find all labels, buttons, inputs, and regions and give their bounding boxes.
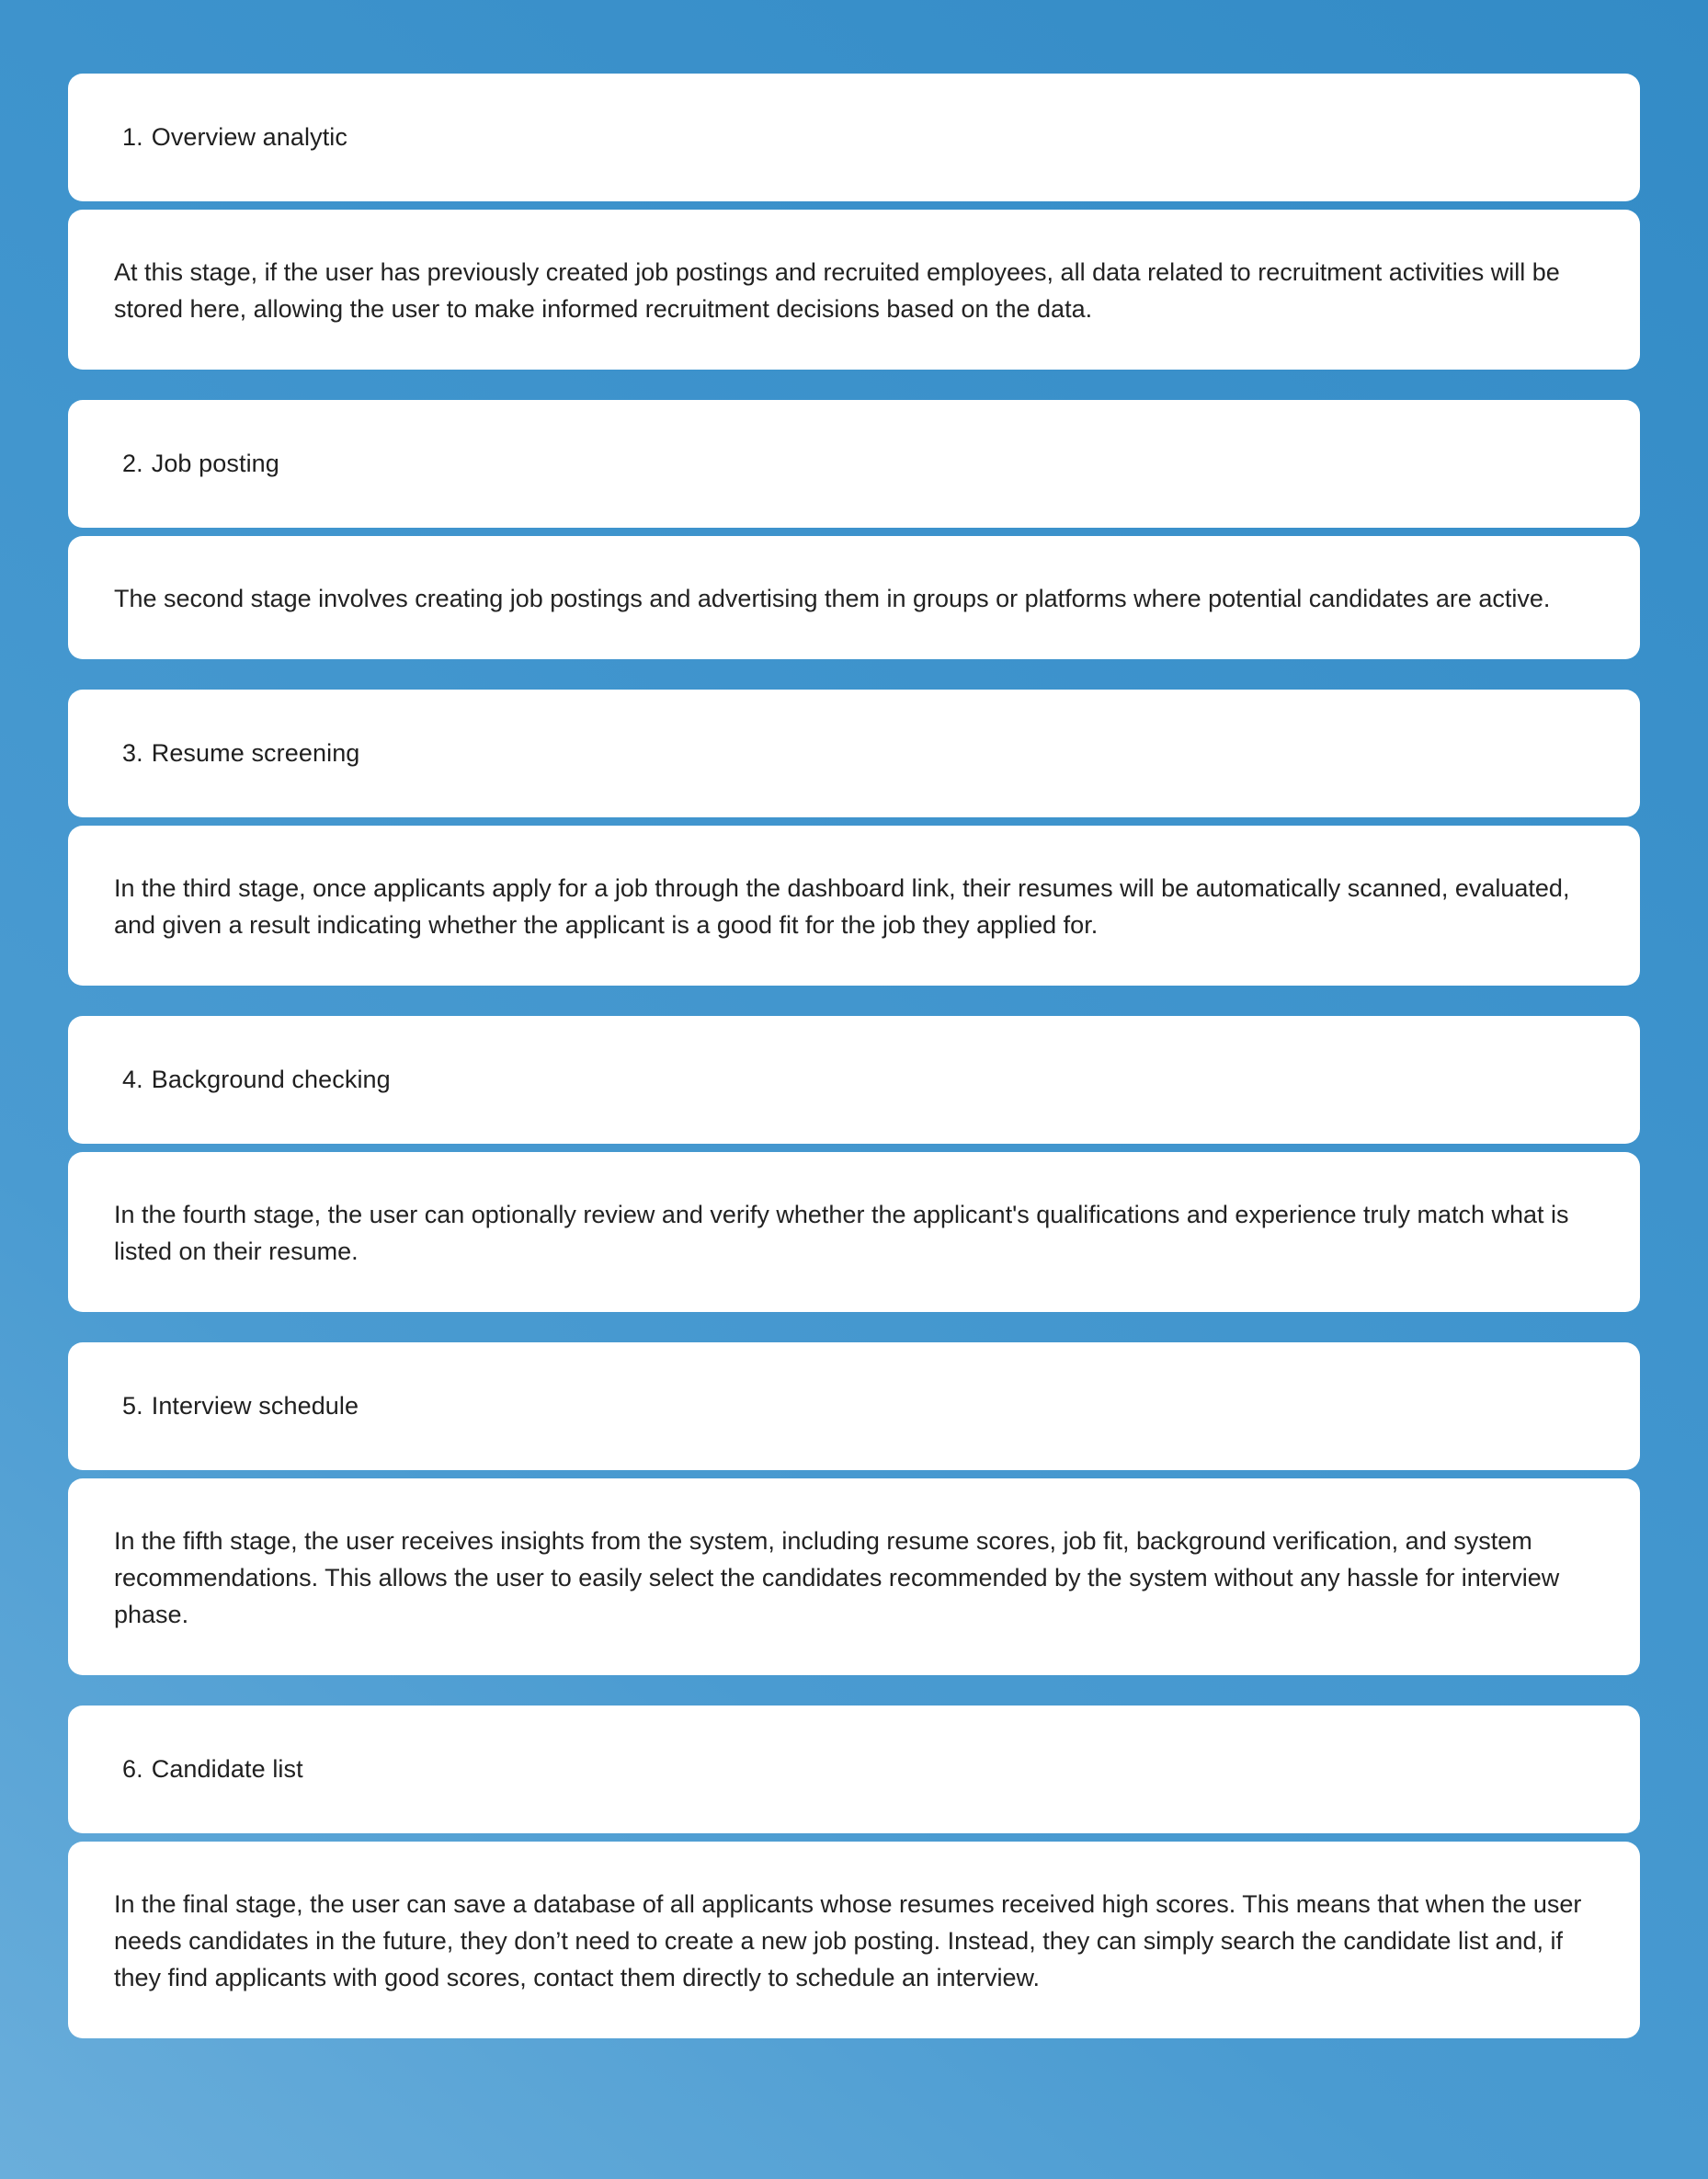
stage-title: Background checking <box>151 1066 391 1093</box>
stage-background-checking <box>68 1016 1640 1312</box>
stage-overview-analytic <box>68 74 1640 370</box>
stage-number: 2. <box>122 450 143 477</box>
stage-description-card <box>68 826 1640 986</box>
stage-description: The second stage involves creating job postings and advertising them in groups or platforms where potential candidates are active. <box>114 585 1551 612</box>
stage-title: Interview schedule <box>151 1392 359 1420</box>
stage-header[interactable] <box>68 1342 1640 1470</box>
stage-description-card <box>68 1478 1640 1675</box>
stage-interview-schedule <box>68 1342 1640 1675</box>
stage-description: At this stage, if the user has previously created job postings and recruited employees, all data related to recruitment activities will be stored here, allowing the user to make informed recruitment decisions based on the data. <box>114 258 1560 323</box>
stage-header[interactable] <box>68 400 1640 528</box>
stage-title: Overview analytic <box>151 123 347 151</box>
stage-description-card <box>68 1842 1640 2038</box>
stage-description: In the fourth stage, the user can optionally review and verify whether the applicant's qualifications and experience truly match what is listed on their resume. <box>114 1201 1569 1265</box>
stage-number: 3. <box>122 739 143 767</box>
stage-title: Candidate list <box>151 1755 303 1783</box>
stage-description: In the third stage, once applicants apply for a job through the dashboard link, their resumes will be automatically scanned, evaluated, and given a result indicating whether the applicant is a good fit for the job they applied for. <box>114 874 1570 939</box>
stage-number: 1. <box>122 123 143 151</box>
stage-header[interactable] <box>68 1706 1640 1833</box>
stage-number: 6. <box>122 1755 143 1783</box>
stage-resume-screening <box>68 690 1640 986</box>
stage-description: In the fifth stage, the user receives insights from the system, including resume scores, job fit, background verification, and system recommendations. This allows the user to easily select the candidates recommended by the system without any hassle for interview phase. <box>114 1527 1560 1628</box>
stage-header[interactable] <box>68 1016 1640 1144</box>
stage-header[interactable] <box>68 690 1640 817</box>
stage-number: 5. <box>122 1392 143 1420</box>
stage-job-posting <box>68 400 1640 659</box>
stage-list <box>68 74 1640 2069</box>
stage-description-card <box>68 536 1640 659</box>
stage-candidate-list <box>68 1706 1640 2038</box>
stage-title: Resume screening <box>151 739 360 767</box>
stage-number: 4. <box>122 1066 143 1093</box>
stage-description: In the final stage, the user can save a database of all applicants whose resumes received high scores. This means that when the user needs candidates in the future, they don’t need to create a new job posting. Instead, they can simply search the candidate list and, if they find applicants with good scores, contact them directly to schedule an interview. <box>114 1890 1582 1991</box>
stage-title: Job posting <box>151 450 279 477</box>
stage-header[interactable] <box>68 74 1640 201</box>
stage-description-card <box>68 1152 1640 1312</box>
stage-description-card <box>68 210 1640 370</box>
